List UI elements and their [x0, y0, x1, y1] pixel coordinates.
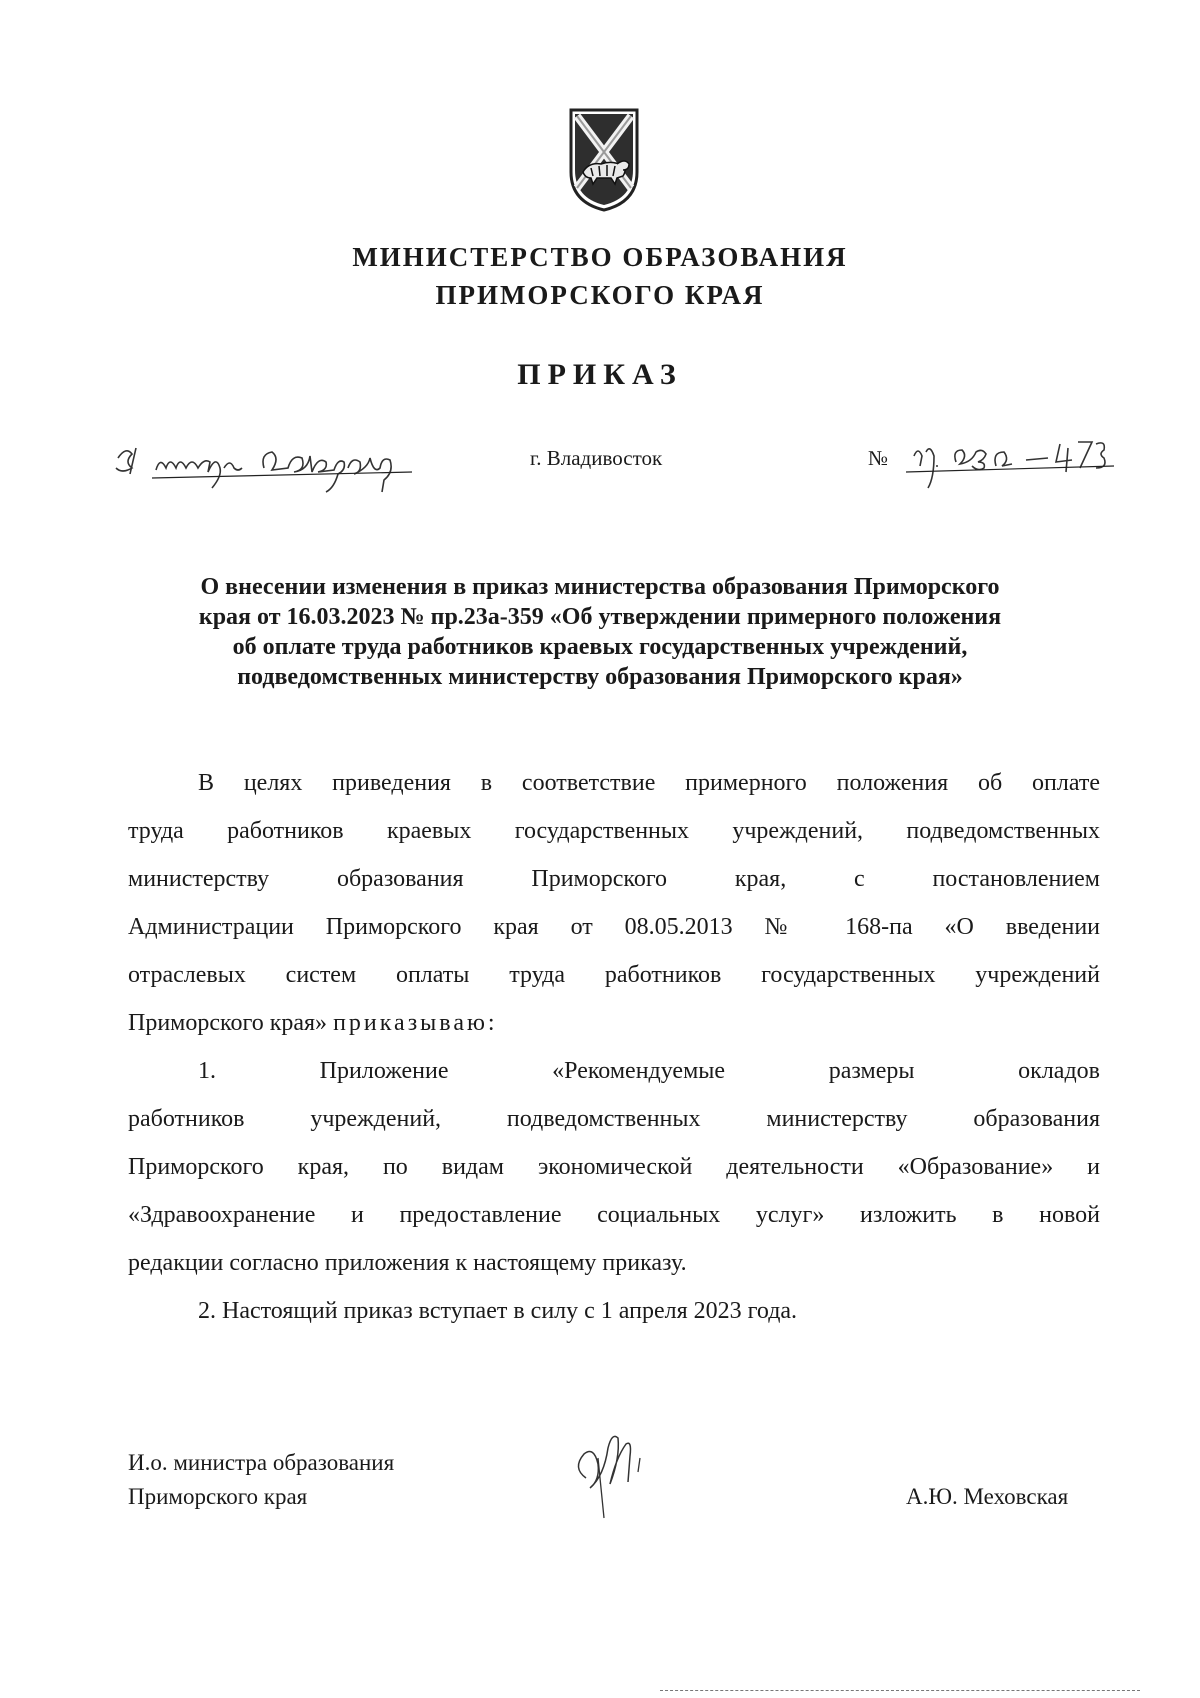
- ministry-name-line2: ПРИМОРСКОГО КРАЯ: [435, 280, 765, 310]
- list-item-line: 1. Приложение «Рекомендуемые размеры окладов: [198, 1058, 1100, 1084]
- body-line: Администрации Приморского края от 08.05.2013 № 168-па «О введении: [128, 914, 1100, 940]
- ministry-name-line1: МИНИСТЕРСТВО ОБРАЗОВАНИЯ: [352, 242, 848, 272]
- handwritten-order-number: [900, 422, 1130, 492]
- signatory-region: Приморского края: [128, 1484, 308, 1509]
- page-edge-rule: [660, 1690, 1140, 1691]
- body-line: труда работников краевых государственных учреждений, подведомственных: [128, 818, 1100, 844]
- document-type-title: ПРИКАЗ: [517, 358, 683, 391]
- signatory-name: А.Ю. Меховская: [906, 1484, 1069, 1509]
- body-line: [128, 1008, 1100, 1038]
- body-line: министерству образования Приморского края, с постановлением: [128, 866, 1100, 892]
- body-line: отраслевых систем оплаты труда работников государственных учреждений: [128, 962, 1100, 988]
- list-item-line: «Здравоохранение и предоставление социальных услуг» изложить в новой: [128, 1202, 1100, 1228]
- list-item-line: редакции согласно приложения к настоящему приказу.: [128, 1250, 687, 1276]
- subject-line: края от 16.03.2023 № пр.23а-359 «Об утверждении примерного положения: [198, 604, 1002, 630]
- handwritten-signature: [568, 1418, 668, 1528]
- order-verb: приказываю:: [333, 1010, 498, 1036]
- city-label: г. Владивосток: [530, 446, 663, 470]
- signatory-position: И.о. министра образования: [128, 1450, 395, 1475]
- body-line: В целях приведения в соответствие примерного положения об оплате: [198, 770, 1100, 796]
- subject-line: О внесении изменения в приказ министерства образования Приморского: [200, 574, 1000, 600]
- number-label: №: [868, 446, 889, 470]
- order-subject-title: [120, 572, 1080, 692]
- list-item-line: Приморского края, по видам экономической деятельности «Образование» и: [128, 1154, 1100, 1180]
- handwritten-date: [112, 428, 432, 498]
- subject-line: об оплате труда работников краевых государственных учреждений,: [232, 634, 968, 660]
- list-item-line: работников учреждений, подведомственных министерству образования: [128, 1106, 1100, 1132]
- list-item-line: 2. Настоящий приказ вступает в силу с 1 апреля 2023 года.: [198, 1298, 798, 1324]
- subject-line: подведомственных министерству образования Приморского края»: [237, 664, 963, 690]
- coat-of-arms-emblem: [567, 104, 641, 212]
- body-text: Приморского края»: [128, 1010, 328, 1036]
